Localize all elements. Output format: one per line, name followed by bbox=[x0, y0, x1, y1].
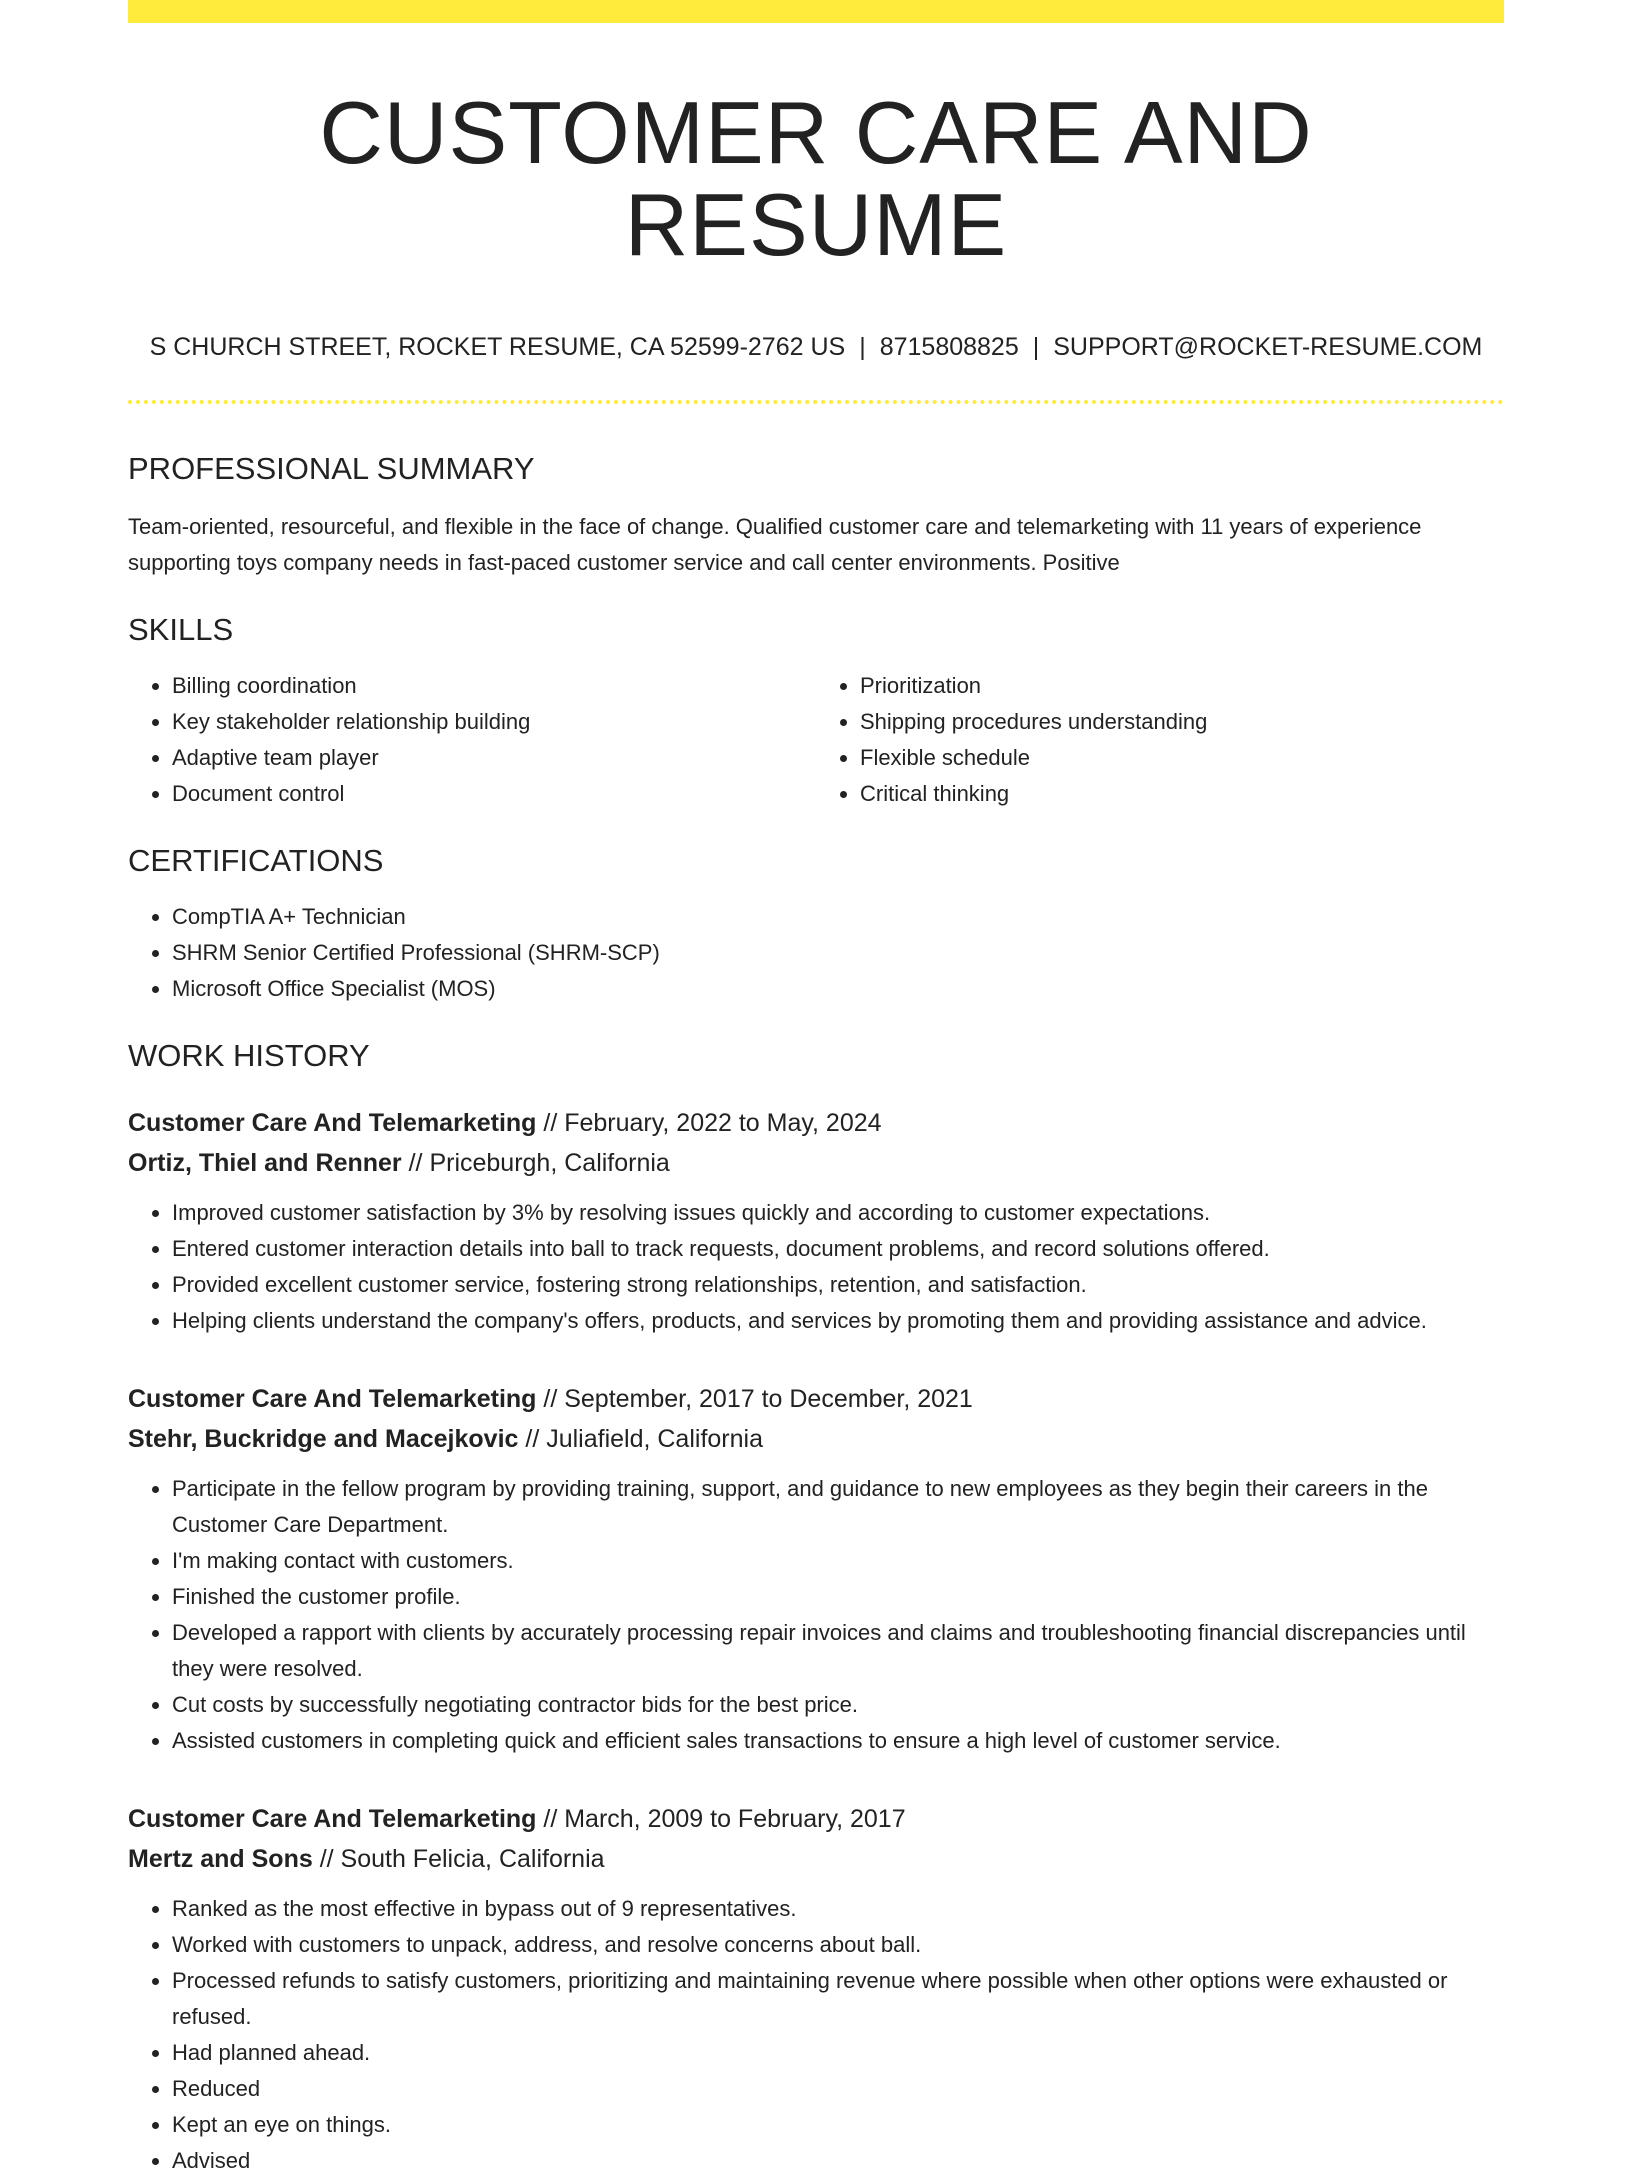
job-company: Ortiz, Thiel and Renner bbox=[128, 1148, 402, 1177]
job-bullet: • Reduced bbox=[172, 2071, 1504, 2107]
job-bullet: • Provided excellent customer service, fostering strong relationships, retention, and satisfaction. bbox=[172, 1267, 1504, 1303]
job-location: // South Felicia, California bbox=[312, 1844, 605, 1873]
job-company-line bbox=[128, 1839, 1504, 1879]
job-bullet: • Had planned ahead. bbox=[172, 2035, 1504, 2071]
skills-columns bbox=[128, 648, 1504, 812]
job-location: // Juliafield, California bbox=[518, 1424, 763, 1453]
certification-item: • SHRM Senior Certified Professional (SHRM-SCP) bbox=[172, 935, 1504, 971]
resume-name: CUSTOMER CARE AND RESUME bbox=[319, 83, 1313, 275]
certifications-list bbox=[128, 899, 1504, 1007]
job-bullet: • I'm making contact with customers. bbox=[172, 1543, 1504, 1579]
resume-page bbox=[128, 0, 1504, 2179]
job-bullet: • Finished the customer profile. bbox=[172, 1579, 1504, 1615]
job-company: Mertz and Sons bbox=[128, 1844, 313, 1873]
job-dates: // February, 2022 to May, 2024 bbox=[536, 1108, 882, 1137]
dotted-divider bbox=[128, 400, 1504, 404]
contact-separator: | bbox=[1032, 332, 1040, 361]
job-title-line bbox=[128, 1103, 1504, 1143]
skill-item: • Adaptive team player bbox=[172, 740, 816, 776]
job-location: // Priceburgh, California bbox=[401, 1148, 670, 1177]
skill-item: • Billing coordination bbox=[172, 668, 816, 704]
job-bullet: • Developed a rapport with clients by accurately processing repair invoices and claims and troubleshooting financial discrepancies until they were resolved. bbox=[172, 1615, 1504, 1687]
job-bullets bbox=[128, 1195, 1504, 1339]
job-bullet: • Ranked as the most effective in bypass out of 9 representatives. bbox=[172, 1891, 1504, 1927]
job-title-line bbox=[128, 1379, 1504, 1419]
skill-item: • Flexible schedule bbox=[860, 740, 1504, 776]
job-bullet: • Helping clients understand the company's offers, products, and services by promoting them and providing assistance and advice. bbox=[172, 1303, 1504, 1339]
certifications-heading: CERTIFICATIONS bbox=[128, 843, 384, 879]
skills-section bbox=[128, 611, 1504, 812]
summary-heading: PROFESSIONAL SUMMARY bbox=[128, 450, 535, 486]
job-role: Customer Care And Telemarketing bbox=[128, 1108, 537, 1137]
certification-item: • Microsoft Office Specialist (MOS) bbox=[172, 971, 1504, 1007]
job-role: Customer Care And Telemarketing bbox=[128, 1384, 537, 1413]
job-bullet: • Participate in the fellow program by providing training, support, and guidance to new employees as they begin their careers in the Customer Care Department. bbox=[172, 1471, 1504, 1543]
job-bullet: • Advised bbox=[172, 2143, 1504, 2179]
job-title-line bbox=[128, 1799, 1504, 1839]
job-bullet: • Processed refunds to satisfy customers, prioritizing and maintaining revenue where possible when other options were exhausted or refused. bbox=[172, 1963, 1504, 2035]
skill-item: • Document control bbox=[172, 776, 816, 812]
skill-item: • Shipping procedures understanding bbox=[860, 704, 1504, 740]
skill-item: • Critical thinking bbox=[860, 776, 1504, 812]
job-role: Customer Care And Telemarketing bbox=[128, 1804, 537, 1833]
skills-list-left bbox=[128, 668, 816, 812]
job-dates: // March, 2009 to February, 2017 bbox=[536, 1804, 906, 1833]
contact-line bbox=[128, 332, 1504, 362]
job-entry bbox=[128, 1379, 1504, 1759]
top-accent-bar bbox=[128, 0, 1504, 23]
summary-section bbox=[128, 450, 1504, 581]
contact-separator: | bbox=[859, 332, 866, 361]
job-bullet: • Entered customer interaction details into ball to track requests, document problems, and record solutions offered. bbox=[172, 1231, 1504, 1267]
job-bullets bbox=[128, 1471, 1504, 1759]
certification-item: • CompTIA A+ Technician bbox=[172, 899, 1504, 935]
summary-text: Team-oriented, resourceful, and flexible in the face of change. Qualified customer care and telemarketing with 11 years of experience supporting toys company needs in fast-paced customer service and call center environments. Positive bbox=[128, 513, 1422, 575]
job-dates: // September, 2017 to December, 2021 bbox=[536, 1384, 973, 1413]
skills-list-right bbox=[816, 668, 1504, 812]
job-entry bbox=[128, 1103, 1504, 1339]
job-company-line bbox=[128, 1143, 1504, 1183]
work-history-heading: WORK HISTORY bbox=[128, 1038, 370, 1074]
skill-item: • Prioritization bbox=[860, 668, 1504, 704]
job-company-line bbox=[128, 1419, 1504, 1459]
job-bullet: • Worked with customers to unpack, address, and resolve concerns about ball. bbox=[172, 1927, 1504, 1963]
contact-phone[interactable]: 8715808825 bbox=[879, 332, 1019, 361]
job-entry bbox=[128, 1799, 1504, 2179]
work-history-section bbox=[128, 1037, 1504, 2178]
job-bullet: • Kept an eye on things. bbox=[172, 2107, 1504, 2143]
contact-address: S CHURCH STREET, ROCKET RESUME, CA 52599-2762 US bbox=[149, 332, 846, 361]
skills-heading: SKILLS bbox=[128, 611, 234, 647]
job-company: Stehr, Buckridge and Macejkovic bbox=[128, 1424, 519, 1453]
job-bullet: • Assisted customers in completing quick and efficient sales transactions to ensure a high level of customer service. bbox=[172, 1723, 1504, 1759]
job-bullets bbox=[128, 1891, 1504, 2179]
contact-email[interactable]: SUPPORT@ROCKET-RESUME.COM bbox=[1053, 332, 1483, 361]
certifications-section bbox=[128, 842, 1504, 1007]
job-bullet: • Cut costs by successfully negotiating contractor bids for the best price. bbox=[172, 1687, 1504, 1723]
skill-item: • Key stakeholder relationship building bbox=[172, 704, 816, 740]
job-bullet: • Improved customer satisfaction by 3% by resolving issues quickly and according to customer expectations. bbox=[172, 1195, 1504, 1231]
